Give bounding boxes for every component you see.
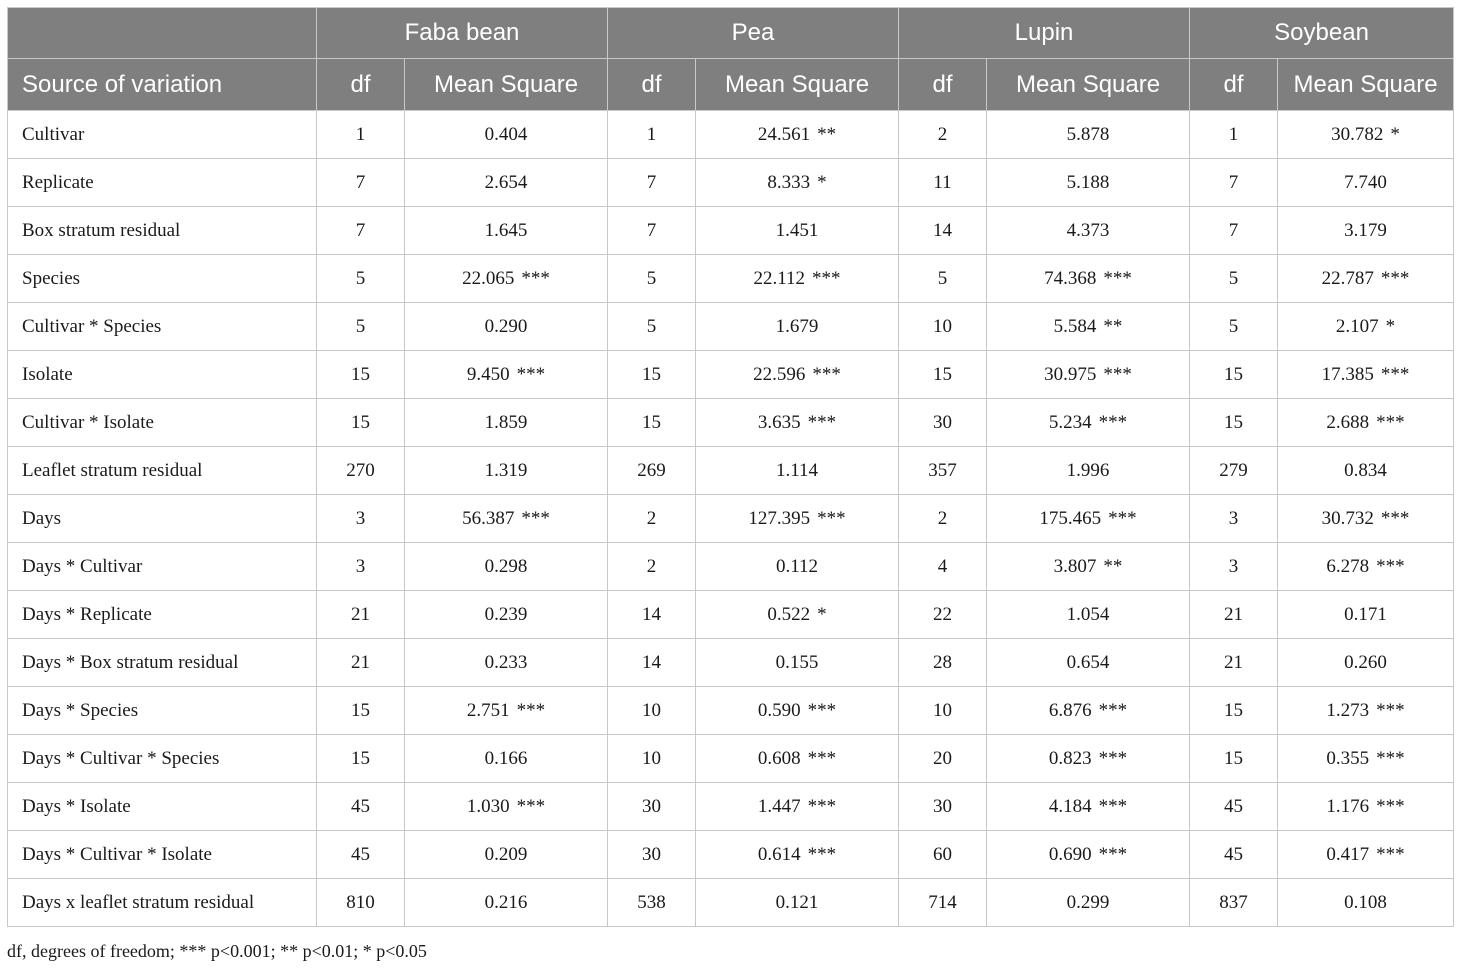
mean-square-cell: [1278, 207, 1454, 255]
significance-marker: ***: [1376, 555, 1405, 577]
significance-marker: **: [1103, 555, 1123, 577]
df-cell: 7: [1190, 159, 1278, 207]
significance-marker: ***: [807, 411, 837, 433]
mean-square-cell: [696, 447, 899, 495]
source-of-variation-cell: Days * Replicate: [8, 591, 317, 639]
mean-square-value: 5.234: [1048, 411, 1092, 433]
mean-square-value: 74.368: [1044, 267, 1097, 289]
df-cell: 21: [317, 591, 405, 639]
df-cell: 28: [899, 639, 987, 687]
mean-square-value: 6.278: [1326, 555, 1370, 577]
mean-square-cell: [696, 159, 899, 207]
mean-square-cell: [405, 447, 608, 495]
table-row: [8, 639, 1454, 687]
mean-square-value: 0.112: [776, 555, 819, 577]
mean-square-value: 0.121: [775, 891, 819, 913]
mean-square-cell: [987, 879, 1190, 927]
significance-marker: ***: [1380, 267, 1410, 289]
mean-square-cell: [405, 879, 608, 927]
mean-square-cell: [696, 351, 899, 399]
significance-marker: ***: [1376, 411, 1405, 433]
mean-square-header: Mean Square: [987, 59, 1190, 111]
source-of-variation-cell: Days * Cultivar: [8, 543, 317, 591]
significance-marker: ***: [516, 363, 546, 385]
source-of-variation-cell: Cultivar: [8, 111, 317, 159]
df-cell: 60: [899, 831, 987, 879]
mean-square-value: 0.654: [1066, 651, 1110, 673]
mean-square-value: 30.732: [1321, 507, 1374, 529]
mean-square-cell: [987, 495, 1190, 543]
df-cell: 15: [317, 351, 405, 399]
mean-square-value: 5.584: [1053, 315, 1097, 337]
mean-square-value: 1.176: [1326, 795, 1370, 817]
mean-square-cell: [987, 687, 1190, 735]
mean-square-value: 1.996: [1066, 459, 1110, 481]
mean-square-cell: [987, 735, 1190, 783]
mean-square-value: 0.108: [1344, 891, 1387, 913]
significance-marker: *: [1385, 315, 1396, 337]
mean-square-cell: [405, 543, 608, 591]
mean-square-cell: [987, 255, 1190, 303]
mean-square-cell: [1278, 543, 1454, 591]
table-body: [8, 111, 1454, 927]
mean-square-value: 1.273: [1326, 699, 1370, 721]
crop-group-row: [8, 8, 1454, 59]
mean-square-cell: [696, 495, 899, 543]
mean-square-header: Mean Square: [405, 59, 608, 111]
source-of-variation-cell: Cultivar * Species: [8, 303, 317, 351]
mean-square-value: 0.355: [1326, 747, 1370, 769]
mean-square-value: 0.404: [484, 123, 528, 145]
significance-marker: ***: [807, 795, 837, 817]
source-of-variation-cell: Replicate: [8, 159, 317, 207]
table-row: [8, 111, 1454, 159]
mean-square-value: 0.260: [1344, 651, 1387, 673]
mean-square-cell: [987, 783, 1190, 831]
df-cell: 357: [899, 447, 987, 495]
mean-square-cell: [696, 831, 899, 879]
mean-square-value: 6.876: [1048, 699, 1092, 721]
df-cell: 45: [1190, 831, 1278, 879]
source-of-variation-cell: Box stratum residual: [8, 207, 317, 255]
mean-square-cell: [405, 207, 608, 255]
significance-marker: ***: [1376, 747, 1405, 769]
mean-square-value: 9.450: [466, 363, 510, 385]
df-cell: 30: [608, 831, 696, 879]
df-cell: 7: [608, 159, 696, 207]
mean-square-value: 3.635: [757, 411, 801, 433]
mean-square-cell: [987, 831, 1190, 879]
mean-square-cell: [987, 639, 1190, 687]
mean-square-value: 1.030: [466, 795, 510, 817]
significance-marker: *: [1390, 123, 1400, 145]
mean-square-value: 0.239: [484, 603, 528, 625]
df-cell: 21: [1190, 639, 1278, 687]
mean-square-cell: [987, 159, 1190, 207]
mean-square-cell: [696, 591, 899, 639]
table-row: [8, 351, 1454, 399]
mean-square-cell: [696, 255, 899, 303]
mean-square-cell: [405, 351, 608, 399]
mean-square-value: 24.561: [757, 123, 811, 145]
df-cell: 270: [317, 447, 405, 495]
significance-marker: ***: [521, 267, 550, 289]
column-header-row: [8, 59, 1454, 111]
significance-marker: ***: [1380, 363, 1410, 385]
mean-square-cell: [696, 303, 899, 351]
df-cell: 30: [608, 783, 696, 831]
df-cell: 15: [608, 399, 696, 447]
mean-square-cell: [405, 831, 608, 879]
table-row: [8, 207, 1454, 255]
table-row: [8, 591, 1454, 639]
mean-square-cell: [987, 399, 1190, 447]
table-header: [8, 8, 1454, 111]
mean-square-value: 22.596: [753, 363, 806, 385]
mean-square-cell: [696, 543, 899, 591]
mean-square-cell: [1278, 495, 1454, 543]
significance-marker: ***: [516, 795, 546, 817]
df-cell: 538: [608, 879, 696, 927]
table-footnote: df, degrees of freedom; *** p<0.001; ** p<0.01; * p<0.05: [7, 941, 427, 961]
df-cell: 15: [1190, 399, 1278, 447]
mean-square-value: 4.373: [1066, 219, 1110, 241]
mean-square-cell: [1278, 159, 1454, 207]
mean-square-cell: [987, 111, 1190, 159]
df-cell: 22: [899, 591, 987, 639]
mean-square-cell: [1278, 303, 1454, 351]
mean-square-value: 175.465: [1039, 507, 1102, 529]
mean-square-cell: [987, 303, 1190, 351]
mean-square-cell: [405, 255, 608, 303]
table-row: [8, 399, 1454, 447]
df-cell: 5: [608, 303, 696, 351]
mean-square-value: 1.319: [484, 459, 528, 481]
crop-header-soybean: Soybean: [1190, 8, 1454, 59]
mean-square-value: 7.740: [1344, 171, 1387, 193]
df-cell: 15: [899, 351, 987, 399]
table-row: [8, 687, 1454, 735]
df-cell: 1: [317, 111, 405, 159]
mean-square-header: Mean Square: [696, 59, 899, 111]
df-cell: 5: [1190, 255, 1278, 303]
significance-marker: *: [817, 603, 827, 625]
df-cell: 5: [317, 255, 405, 303]
crop-header-faba-bean: Faba bean: [317, 8, 608, 59]
mean-square-value: 2.107: [1335, 315, 1379, 337]
significance-marker: ***: [1376, 699, 1405, 721]
mean-square-value: 0.166: [484, 747, 528, 769]
anova-table: [7, 7, 1454, 927]
table-row: [8, 543, 1454, 591]
df-cell: 714: [899, 879, 987, 927]
mean-square-value: 5.188: [1066, 171, 1110, 193]
significance-marker: ***: [1098, 843, 1128, 865]
mean-square-cell: [1278, 591, 1454, 639]
df-cell: 15: [317, 687, 405, 735]
mean-square-value: 0.216: [484, 891, 528, 913]
source-of-variation-header: Source of variation: [8, 59, 317, 111]
mean-square-cell: [696, 639, 899, 687]
mean-square-value: 1.645: [484, 219, 528, 241]
mean-square-value: 30.782: [1331, 123, 1384, 145]
df-cell: 3: [317, 495, 405, 543]
significance-marker: ***: [812, 363, 841, 385]
df-cell: 10: [899, 303, 987, 351]
df-cell: 15: [317, 735, 405, 783]
df-cell: 7: [317, 207, 405, 255]
source-of-variation-cell: Species: [8, 255, 317, 303]
df-cell: 30: [899, 399, 987, 447]
df-cell: 45: [1190, 783, 1278, 831]
table-row: [8, 783, 1454, 831]
table-row: [8, 159, 1454, 207]
significance-marker: **: [1103, 315, 1123, 337]
source-of-variation-cell: Days * Species: [8, 687, 317, 735]
mean-square-value: 22.065: [462, 267, 515, 289]
significance-marker: ***: [1098, 747, 1128, 769]
df-header: df: [317, 59, 405, 111]
mean-square-cell: [1278, 639, 1454, 687]
mean-square-value: 22.112: [753, 267, 806, 289]
df-cell: 5: [1190, 303, 1278, 351]
crop-header-lupin: Lupin: [899, 8, 1190, 59]
mean-square-cell: [405, 639, 608, 687]
df-cell: 3: [317, 543, 405, 591]
df-cell: 5: [317, 303, 405, 351]
mean-square-cell: [987, 351, 1190, 399]
mean-square-value: 0.171: [1344, 603, 1387, 625]
mean-square-cell: [1278, 735, 1454, 783]
mean-square-value: 3.807: [1053, 555, 1097, 577]
mean-square-cell: [405, 303, 608, 351]
mean-square-value: 56.387: [462, 507, 515, 529]
df-cell: 45: [317, 831, 405, 879]
df-cell: 45: [317, 783, 405, 831]
df-cell: 15: [1190, 351, 1278, 399]
mean-square-value: 1.859: [484, 411, 528, 433]
mean-square-value: 0.290: [484, 315, 528, 337]
mean-square-value: 0.417: [1326, 843, 1370, 865]
df-cell: 14: [899, 207, 987, 255]
mean-square-cell: [987, 591, 1190, 639]
df-cell: 10: [608, 735, 696, 783]
mean-square-value: 127.395: [748, 507, 811, 529]
df-cell: 5: [608, 255, 696, 303]
significance-marker: ***: [812, 267, 841, 289]
mean-square-value: 0.608: [757, 747, 801, 769]
mean-square-cell: [696, 111, 899, 159]
df-cell: 269: [608, 447, 696, 495]
mean-square-value: 0.155: [775, 651, 819, 673]
mean-square-cell: [696, 735, 899, 783]
mean-square-cell: [1278, 111, 1454, 159]
significance-marker: ***: [817, 507, 846, 529]
mean-square-value: 2.688: [1326, 411, 1370, 433]
df-cell: 810: [317, 879, 405, 927]
mean-square-cell: [405, 495, 608, 543]
df-cell: 15: [1190, 735, 1278, 783]
mean-square-cell: [1278, 831, 1454, 879]
df-cell: 1: [608, 111, 696, 159]
table-row: [8, 303, 1454, 351]
df-cell: 11: [899, 159, 987, 207]
mean-square-value: 8.333: [767, 171, 811, 193]
df-cell: 2: [608, 543, 696, 591]
mean-square-value: 0.823: [1048, 747, 1092, 769]
significance-marker: ***: [1103, 267, 1132, 289]
mean-square-cell: [405, 735, 608, 783]
table-row: [8, 447, 1454, 495]
mean-square-cell: [1278, 447, 1454, 495]
mean-square-value: 2.654: [484, 171, 528, 193]
mean-square-cell: [696, 783, 899, 831]
df-cell: 15: [1190, 687, 1278, 735]
header-blank-cell: [8, 8, 317, 59]
df-cell: 10: [608, 687, 696, 735]
source-of-variation-cell: Leaflet stratum residual: [8, 447, 317, 495]
mean-square-cell: [1278, 351, 1454, 399]
df-cell: 5: [899, 255, 987, 303]
source-of-variation-cell: Days * Cultivar * Species: [8, 735, 317, 783]
df-cell: 3: [1190, 495, 1278, 543]
table-row: [8, 879, 1454, 927]
mean-square-value: 0.834: [1344, 459, 1387, 481]
mean-square-value: 0.233: [484, 651, 528, 673]
mean-square-value: 0.299: [1066, 891, 1110, 913]
significance-marker: **: [817, 123, 837, 145]
source-of-variation-cell: Days * Box stratum residual: [8, 639, 317, 687]
mean-square-cell: [405, 783, 608, 831]
df-cell: 14: [608, 639, 696, 687]
mean-square-value: 0.690: [1048, 843, 1092, 865]
mean-square-value: 30.975: [1044, 363, 1097, 385]
df-cell: 30: [899, 783, 987, 831]
table-row: [8, 255, 1454, 303]
significance-marker: ***: [521, 507, 550, 529]
source-of-variation-cell: Isolate: [8, 351, 317, 399]
mean-square-cell: [987, 207, 1190, 255]
source-of-variation-cell: Days * Isolate: [8, 783, 317, 831]
mean-square-cell: [1278, 255, 1454, 303]
mean-square-value: 17.385: [1321, 363, 1374, 385]
df-cell: 15: [317, 399, 405, 447]
mean-square-value: 22.787: [1321, 267, 1374, 289]
crop-header-pea: Pea: [608, 8, 899, 59]
df-cell: 20: [899, 735, 987, 783]
df-cell: 7: [608, 207, 696, 255]
significance-marker: ***: [1108, 507, 1137, 529]
mean-square-cell: [696, 879, 899, 927]
mean-square-cell: [405, 687, 608, 735]
mean-square-value: 1.054: [1066, 603, 1110, 625]
mean-square-value: 3.179: [1344, 219, 1387, 241]
mean-square-value: 4.184: [1048, 795, 1092, 817]
mean-square-cell: [696, 687, 899, 735]
significance-marker: ***: [1098, 411, 1128, 433]
source-of-variation-cell: Cultivar * Isolate: [8, 399, 317, 447]
df-cell: 1: [1190, 111, 1278, 159]
mean-square-value: 2.751: [466, 699, 510, 721]
source-of-variation-cell: Days * Cultivar * Isolate: [8, 831, 317, 879]
df-cell: 2: [899, 111, 987, 159]
mean-square-cell: [405, 591, 608, 639]
mean-square-cell: [1278, 399, 1454, 447]
table-row: [8, 735, 1454, 783]
mean-square-value: 1.114: [776, 459, 819, 481]
mean-square-cell: [987, 447, 1190, 495]
mean-square-cell: [696, 207, 899, 255]
df-cell: 14: [608, 591, 696, 639]
significance-marker: ***: [1376, 795, 1405, 817]
df-cell: 7: [1190, 207, 1278, 255]
mean-square-cell: [405, 159, 608, 207]
significance-marker: ***: [1103, 363, 1132, 385]
significance-marker: ***: [807, 747, 837, 769]
df-cell: 15: [608, 351, 696, 399]
significance-marker: ***: [1098, 795, 1128, 817]
df-header: df: [899, 59, 987, 111]
mean-square-cell: [1278, 879, 1454, 927]
df-cell: 4: [899, 543, 987, 591]
mean-square-value: 1.447: [757, 795, 801, 817]
significance-marker: ***: [807, 843, 837, 865]
mean-square-value: 1.679: [775, 315, 819, 337]
df-cell: 837: [1190, 879, 1278, 927]
mean-square-cell: [405, 399, 608, 447]
mean-square-cell: [1278, 687, 1454, 735]
mean-square-value: 0.522: [767, 603, 811, 625]
mean-square-cell: [405, 111, 608, 159]
significance-marker: ***: [516, 699, 546, 721]
df-cell: 7: [317, 159, 405, 207]
df-header: df: [1190, 59, 1278, 111]
significance-marker: ***: [1376, 843, 1405, 865]
mean-square-cell: [987, 543, 1190, 591]
df-cell: 21: [317, 639, 405, 687]
df-cell: 10: [899, 687, 987, 735]
mean-square-cell: [1278, 783, 1454, 831]
mean-square-value: 5.878: [1066, 123, 1110, 145]
df-cell: 3: [1190, 543, 1278, 591]
mean-square-header: Mean Square: [1278, 59, 1454, 111]
mean-square-cell: [696, 399, 899, 447]
df-cell: 279: [1190, 447, 1278, 495]
mean-square-value: 1.451: [775, 219, 819, 241]
mean-square-value: 0.590: [757, 699, 801, 721]
df-cell: 21: [1190, 591, 1278, 639]
mean-square-value: 0.614: [757, 843, 801, 865]
source-of-variation-cell: Days x leaflet stratum residual: [8, 879, 317, 927]
df-header: df: [608, 59, 696, 111]
significance-marker: ***: [807, 699, 837, 721]
df-cell: 2: [608, 495, 696, 543]
table-row: [8, 495, 1454, 543]
table-row: [8, 831, 1454, 879]
mean-square-value: 0.209: [484, 843, 528, 865]
significance-marker: *: [817, 171, 827, 193]
mean-square-value: 0.298: [484, 555, 528, 577]
df-cell: 2: [899, 495, 987, 543]
significance-marker: ***: [1380, 507, 1410, 529]
significance-marker: ***: [1098, 699, 1128, 721]
source-of-variation-cell: Days: [8, 495, 317, 543]
